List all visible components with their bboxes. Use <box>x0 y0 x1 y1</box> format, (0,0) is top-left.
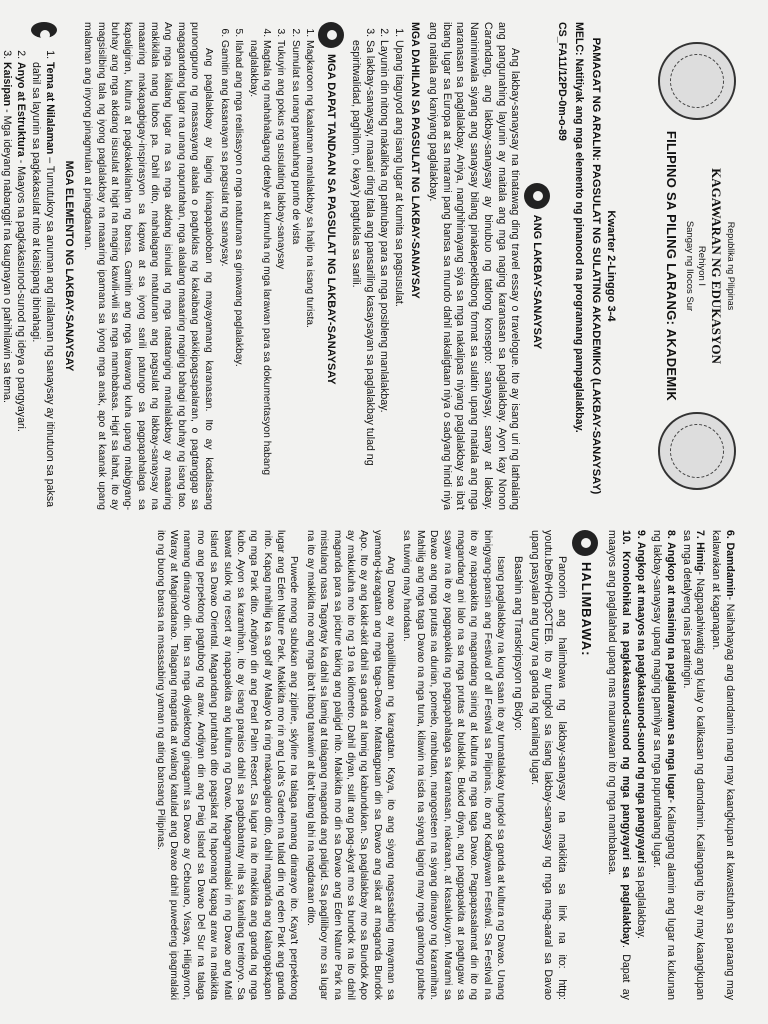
list-item: 1. Tema at Nilalaman – Tumutukoy sa anuman ang nilalaman ng sanaysay ay itinutuon sa paksa dahil sa layunin sa pagkakasulat nito at kaisipang ibinahagi. <box>28 62 56 510</box>
quarter-week: Kwarter 2-Linggo 3-4 <box>605 210 617 322</box>
list-item: 4. Magtala ng mahahalagang detalye at kumuha ng mga larawan para sa dokumentasyon habang naglalakbay. <box>246 40 273 510</box>
division-seal-icon <box>658 412 736 490</box>
thinking-student-icon <box>318 22 344 48</box>
guidelines-title: MGA DAPAT TANDAAN SA PAGSULAT NG LAKBAY-SANAYSAY <box>325 54 338 385</box>
guidelines-section <box>318 22 344 510</box>
left-column <box>0 22 738 510</box>
example-section <box>572 530 598 1000</box>
document-header <box>618 22 736 510</box>
elements-continued <box>604 530 736 1000</box>
republic-line: Republika ng Pilipinas <box>726 221 736 311</box>
writing-student-icon <box>31 22 57 38</box>
example-intro: Panoorin ang halimbawa ng lakbay-sanaysay na makikita sa link na ito: http: youtu.be/BvHOp3CTEB. Ito ay tungkol sa isang lakbay-sanaysay ng mga mag-aaral sa Davao upang pasyalan ang turay na ganda ng kanilang lugar. <box>528 530 569 1000</box>
lesson-title: PAMAGAT NG ARALIN: PAGSULAT NG SULATING AKADEMIKO (LAKBAY-SANAYSAY) <box>590 37 603 495</box>
intro-paragraph: Ang lakbay-sanaysay na tinatawag ding travel essay o travelogue. Ito ay isang uri ng lathalaing ang pangunahing layunin ay maitala ang mga naging karanasan sa paglalakbay. Ayon kay Nonon Carandang, ang lakbay-sanaysay ay binubuo ng tatlong konsepto: sanaysay, sanay at lakbay. Nanininiwala siyang ang sanaysay bilang pinakaepektibong format sa sulatin upang maitala ang mga naranasan sa paglalakbay. Aniya, nanghihinayang siya sa mga nakalipas niyang paglalakbay sa iba't ibang lugar sa Europa at sa marami pang bansa sa mundo dahil nakaligtaan niya o sadyang hindi niya ang naitala ang kaniyang paglalakbay. <box>426 22 522 510</box>
transcript-paragraph-3: Puwede mong subukan ang zipline, skyline na talaga namang dinarayo ito. Kaya't perpektong lugar ang Eden Nature Park. Makikita mo rin ang Lola's Garden na tulad din ng eden Park ang ganda nito. Kapag mahilig ka sa golf ay Malayo ka ring makapaglaro dito, dahil maganda ang kalangapkapan ng mga Park dito. Andiyan din ang Pearl Palm Resort. Sa lugar na ito makikita ang ganda ng mga kubo. Ayon sa karamihan, ito ay isang paraiso dahil sa pagbabantay nila sa kanilang teritoryo. Sa bawat sulok ng resort ay napapakita ang kultura ng Davao. Mapagmamalaki rin ng Davao ang Mati Island sa Davao Oriental. Magandang puntahan dito pagsikat ng haponang kapag araw na makikita mo ang perpektong pagtubog ng araw. Andiyan din ang Paig Island sa Davao Del Sur na talaga namang dinarayo din. Ilan sa mga diyalektong ginagamit sa Davao ay Cebuano, Visaya, Hiligaynon, Waray at Maginadanao. Talagang maganda at walang katulad ang Davao dahil puwedeng ipagmalaki ito ng buong bansa na masasabing yaman ng ating bansang Pilipinas. <box>154 530 300 1000</box>
transcript-paragraph-2: Ang Davao ay napalilibutan ng karagatan. Kaya, ito ang siyang nagsasabing mayaman sa yamang-karagatan ang mga taga-Davao. Matatagpuan din sa Davao ang sikat at maganda Bundok Apo. Ito ay ang kakit-akit dahil sa ganda at lamig ng kabundukan. Sa paglalakbay mo sa Bundok Apo ay makukuha mo ito ng 19 na kilometro. Dahil diyan, sulit ang pag-akyat mo sa bundok na ito dahil maganda para sa picture taking ang paligid nito. Makikita mo din sa Davao ang Eden Nature Park na mistulang nasa Tagaytay ka dahil sa lamig at talagang maganda ang paligid. Sa pagliliboy mo sa lugar na ito ay makikita mo ang mga iba't ibang tanawin at iba't ibang lahi na nagdaraan dito. <box>304 530 397 1000</box>
list-item: 3. Tukuyin ang pokus ng susulating lakbay-sanaysay <box>274 40 287 510</box>
example-heading: HALIMBAWA: <box>578 562 594 657</box>
list-item: 10. Kronolohikal na pagkakasunod-sunod ng mga pangyayari sa paglalakbay. Dapat ay maayos ang paglalahad upang mas maunawaan ito ng mga mambabasa. <box>605 530 632 1000</box>
transcript-label: Basahin ang Transkripsyon ng Bidyo: <box>511 556 524 731</box>
guidelines-list <box>218 22 317 510</box>
elements-list <box>0 44 57 510</box>
transcript-paragraph-1: Isang paglalakbay na kung saan ito ay tumatalakay tungkol sa ganda at kultura ng Davao. Unang binigyang-pansin ang Festival of all Festival sa Pilipinas, ito ang Kadayawan Festival. Sa Festival na ito ay napapakita ng magandang sining at kultura ng mga taga Davao. Pagpapasalamat din ito ng magandang ani lalo na sa mga prutas at bulaklak. Bukod diyan, ang pagpapakita at pagtugaw sa sayaw na ito ay pagpapakita ng pagpapahalaga sa karanasan, nakaraan, at kasalukuyan. Marami sa Davao ang mga prutas na durian, pomelo, rambutan, mangosteen na siyang dinarayo ng karamihan. Mahilig ang mga taga Davao na mga tuna, kilawin na isda na siyang laging may mga ganitong putahe sa tuwing may handaan. <box>401 530 507 1000</box>
reasons-title: MGA DAHILAN SA PAGSULAT NG LAKBAY-SANAYSAY <box>408 22 421 299</box>
list-item: 3. Kaisipan - Mga ideyang nabanggit na kaugnayan o pahihilawin sa tema. <box>0 62 13 510</box>
topic-section <box>524 22 550 510</box>
list-item: 9. Angkop at maayos na pagkakasunod-sunod ng mga pangyayari sa paglalakbay. <box>635 530 648 939</box>
competency-code: CS_FA11/12PD-0m-o-89 <box>556 22 569 141</box>
list-item: 5. Ilahad ang mga realisasyon o mga natutunan sa ginawang paglalakbay. <box>232 40 245 510</box>
topic-title: ANG LAKBAY-SANAYSAY <box>531 214 544 350</box>
list-item: 3. Sa lakbay-sanaysay, maaari ding itala ang pansariling kasaysayan sa paglalakbay tulad ng espiritwalidad, paghilom, o kaya'y pagtuklas sa sarili. <box>348 40 376 510</box>
elements-title: MGA ELEMENTO NG LAKBAY-SANAYSAY <box>62 160 75 372</box>
department-name: KAGAWARAN NG EDUKASYON <box>709 168 725 364</box>
list-item: 8. Angkop at masining na paglalarawan sa mga lugar- Kailangang alamin ang lugar na kukunan ng lakbay-sanaysay upang maging pamilyar sa mga pupuntahang lugar. <box>651 530 677 1000</box>
reading-student-icon <box>524 183 550 209</box>
elements-section <box>0 22 57 510</box>
closing-paragraph: Ang paglalakbay ay laging kinapapalooban ng mayayamang karanasan. Ito ay kadalasang punongpuno ng masasayang alaala o pagtuklas ng kakaibang pakikipagsapalaran, o pagtanggap sa magagandang lugar na unang napuntahan, mga alaalang maaaring maging bahagi ng buhay ng isang tao. Ang mga kilalang lugar na sa mga akdang isinulat ng mga natatanging manlalakbay ay maaaring makikilala nang lubos pa. Dahil dito, mahalagang matutunan ang pagsulat ng lakbay-sanaysay na maaaring makapagbigay-inspirasyon sa kapwa at sa iyong sarili patungo sa pagpapahalaga sa kapaligiran, kultura at pagkakakilanlan ng bansa. Gamitin ang mga larawang kuha upang mabigyang-buhay ang mga akdang isusulat at higit na maging kawili-wili sa mga mambabasa. Higit sa lahat, ito ay magsisilbing tala ng iyong paglalakbay na maaaring ipamana sa iyong mga anak, apo at kaanak upang malaman ang inyong pinagmulan at pinagdaanan. <box>82 22 214 510</box>
list-item: 2. Layunin din nitong makalikha ng patnubay para sa mga posibleng manlalakbay. <box>377 40 391 510</box>
right-column <box>38 530 738 1000</box>
subject-title: FILIPINO SA PILING LARANG: AKADEMIK <box>663 130 679 402</box>
reasons-list <box>348 22 405 510</box>
division-line: Sangay ng Ilocos Sur <box>684 220 696 312</box>
pointing-student-icon <box>572 530 598 556</box>
list-item: 1. Magkaroon ng kaalaman manlalakbay sa halip na isang turista. <box>303 40 316 510</box>
list-item: 7. Himig- Nagpapahiwatig ang kulay o kalikasan ng damdamin. Kailangang ito ay may kaangkupan sa mga detalyeng nais paratingin. <box>680 530 707 1000</box>
deped-seal-icon <box>658 42 736 120</box>
list-item: 2. Anyo at Estruktura - Maayos na pagkakasunod-sunod ng ideya o pangyayari. <box>14 62 28 510</box>
list-item: 6. Gamitin ang kasanayan sa pagsulat ng sanaysay. <box>218 40 231 510</box>
melc-line: MELC: Natitiyak ang mga elemento ng pinanood na programang pampaglalakbay. <box>572 22 585 433</box>
region-line: Rehiyon I <box>696 245 708 287</box>
list-item: 2. Sumulat sa unang panauhang punto de vista <box>288 40 301 510</box>
list-item: 1. Upang itaguyod ang isang lugar at kumita sa pagsusulat. <box>391 40 405 510</box>
list-item: 6. Damdamin- Naihahayag ang damdamin nang may kaangkupan at kawastuhan sa paraang may kalawakan at kaganapan. <box>710 530 736 1000</box>
